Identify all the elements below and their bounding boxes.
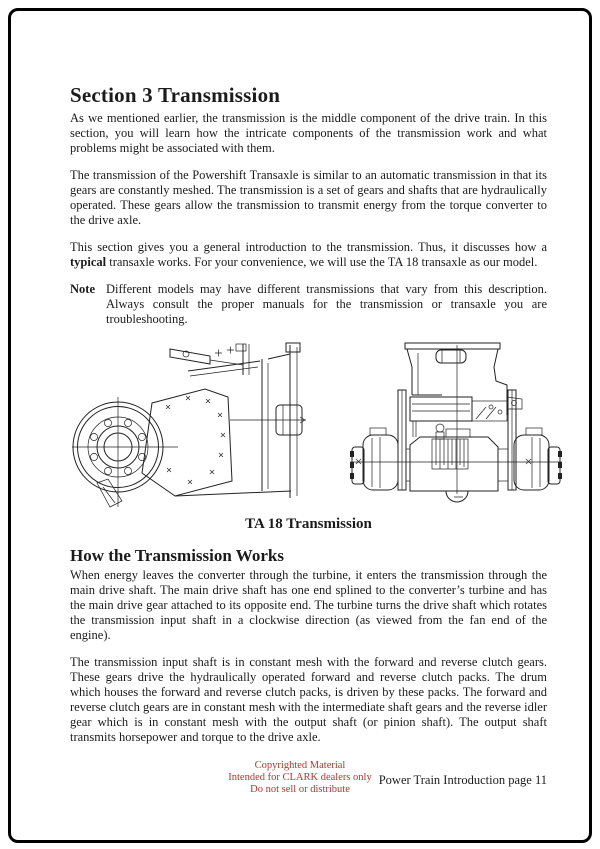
note-text: Different models may have different transmissions that vary from this description. Always consult the proper manuals for the transmission or transaxle you are troubleshooting. xyxy=(106,282,547,326)
works-paragraph-1: When energy leaves the converter through the turbine, it enters the transmission through the main drive shaft. The main drive shaft has one end splined to the converter’s turbine and has the main drive gear attached to its opposite end. The turbine turns the drive shaft which rotates the transmission input shaft in a clockwise direction (as viewed from the fan end of the engine). xyxy=(70,568,547,642)
intro-paragraph-2: The transmission of the Powershift Transaxle is similar to an automatic transmission in that its gears are constantly meshed. The transmission is a set of gears and shafts that are hydraulically operated. These gears allow the transmission to transmit energy from the torque converter to the drive axle. xyxy=(70,168,547,227)
intro-paragraph-1: As we mentioned earlier, the transmission is the middle component of the drive train. In this section, you will learn how the intricate components of the transmission work and what problems might be associated with them. xyxy=(70,111,547,155)
note-label: Note xyxy=(70,282,95,296)
paragraph-3-text: This section gives you a general introduction to the transmission. Thus, it discusses how a xyxy=(70,240,547,254)
typical-bold-word: typical xyxy=(70,255,107,269)
section-title: Section 3 Transmission xyxy=(70,83,281,107)
note-block xyxy=(70,282,547,327)
transmission-figure xyxy=(70,341,547,511)
transmission-side-view-drawing xyxy=(70,341,306,509)
transaxle-front-view-drawing xyxy=(350,341,562,509)
copyright-line-1: Copyrighted Material xyxy=(254,760,346,771)
how-it-works-heading: How the Transmission Works xyxy=(70,546,284,565)
copyright-line-3: Do not sell or distribute xyxy=(250,784,350,795)
figure-caption: TA 18 Transmission xyxy=(245,516,372,532)
works-paragraph-2: The transmission input shaft is in constant mesh with the forward and reverse clutch gears. These gears drive the hydraulically operated forward and reverse clutch packs. The drum which houses the forward and reverse clutch packs, is driven by these packs. The forward and reverse clutch gears are in constant mesh with the intermediate shaft gears and the reverse idler gear which is in constant mesh with the output shaft (or pinion shaft). The output shaft transmits horsepower and torque to the drive axle. xyxy=(70,655,547,744)
copyright-notice xyxy=(200,760,400,796)
page-content xyxy=(70,84,547,757)
page-number-label: Power Train Introduction page 11 xyxy=(378,773,547,787)
paragraph-3-text-end: transaxle works. For your convenience, we will use the TA 18 transaxle as our model. xyxy=(106,255,538,269)
copyright-line-2: Intended for CLARK dealers only xyxy=(228,772,372,783)
intro-paragraph-3 xyxy=(70,240,547,270)
